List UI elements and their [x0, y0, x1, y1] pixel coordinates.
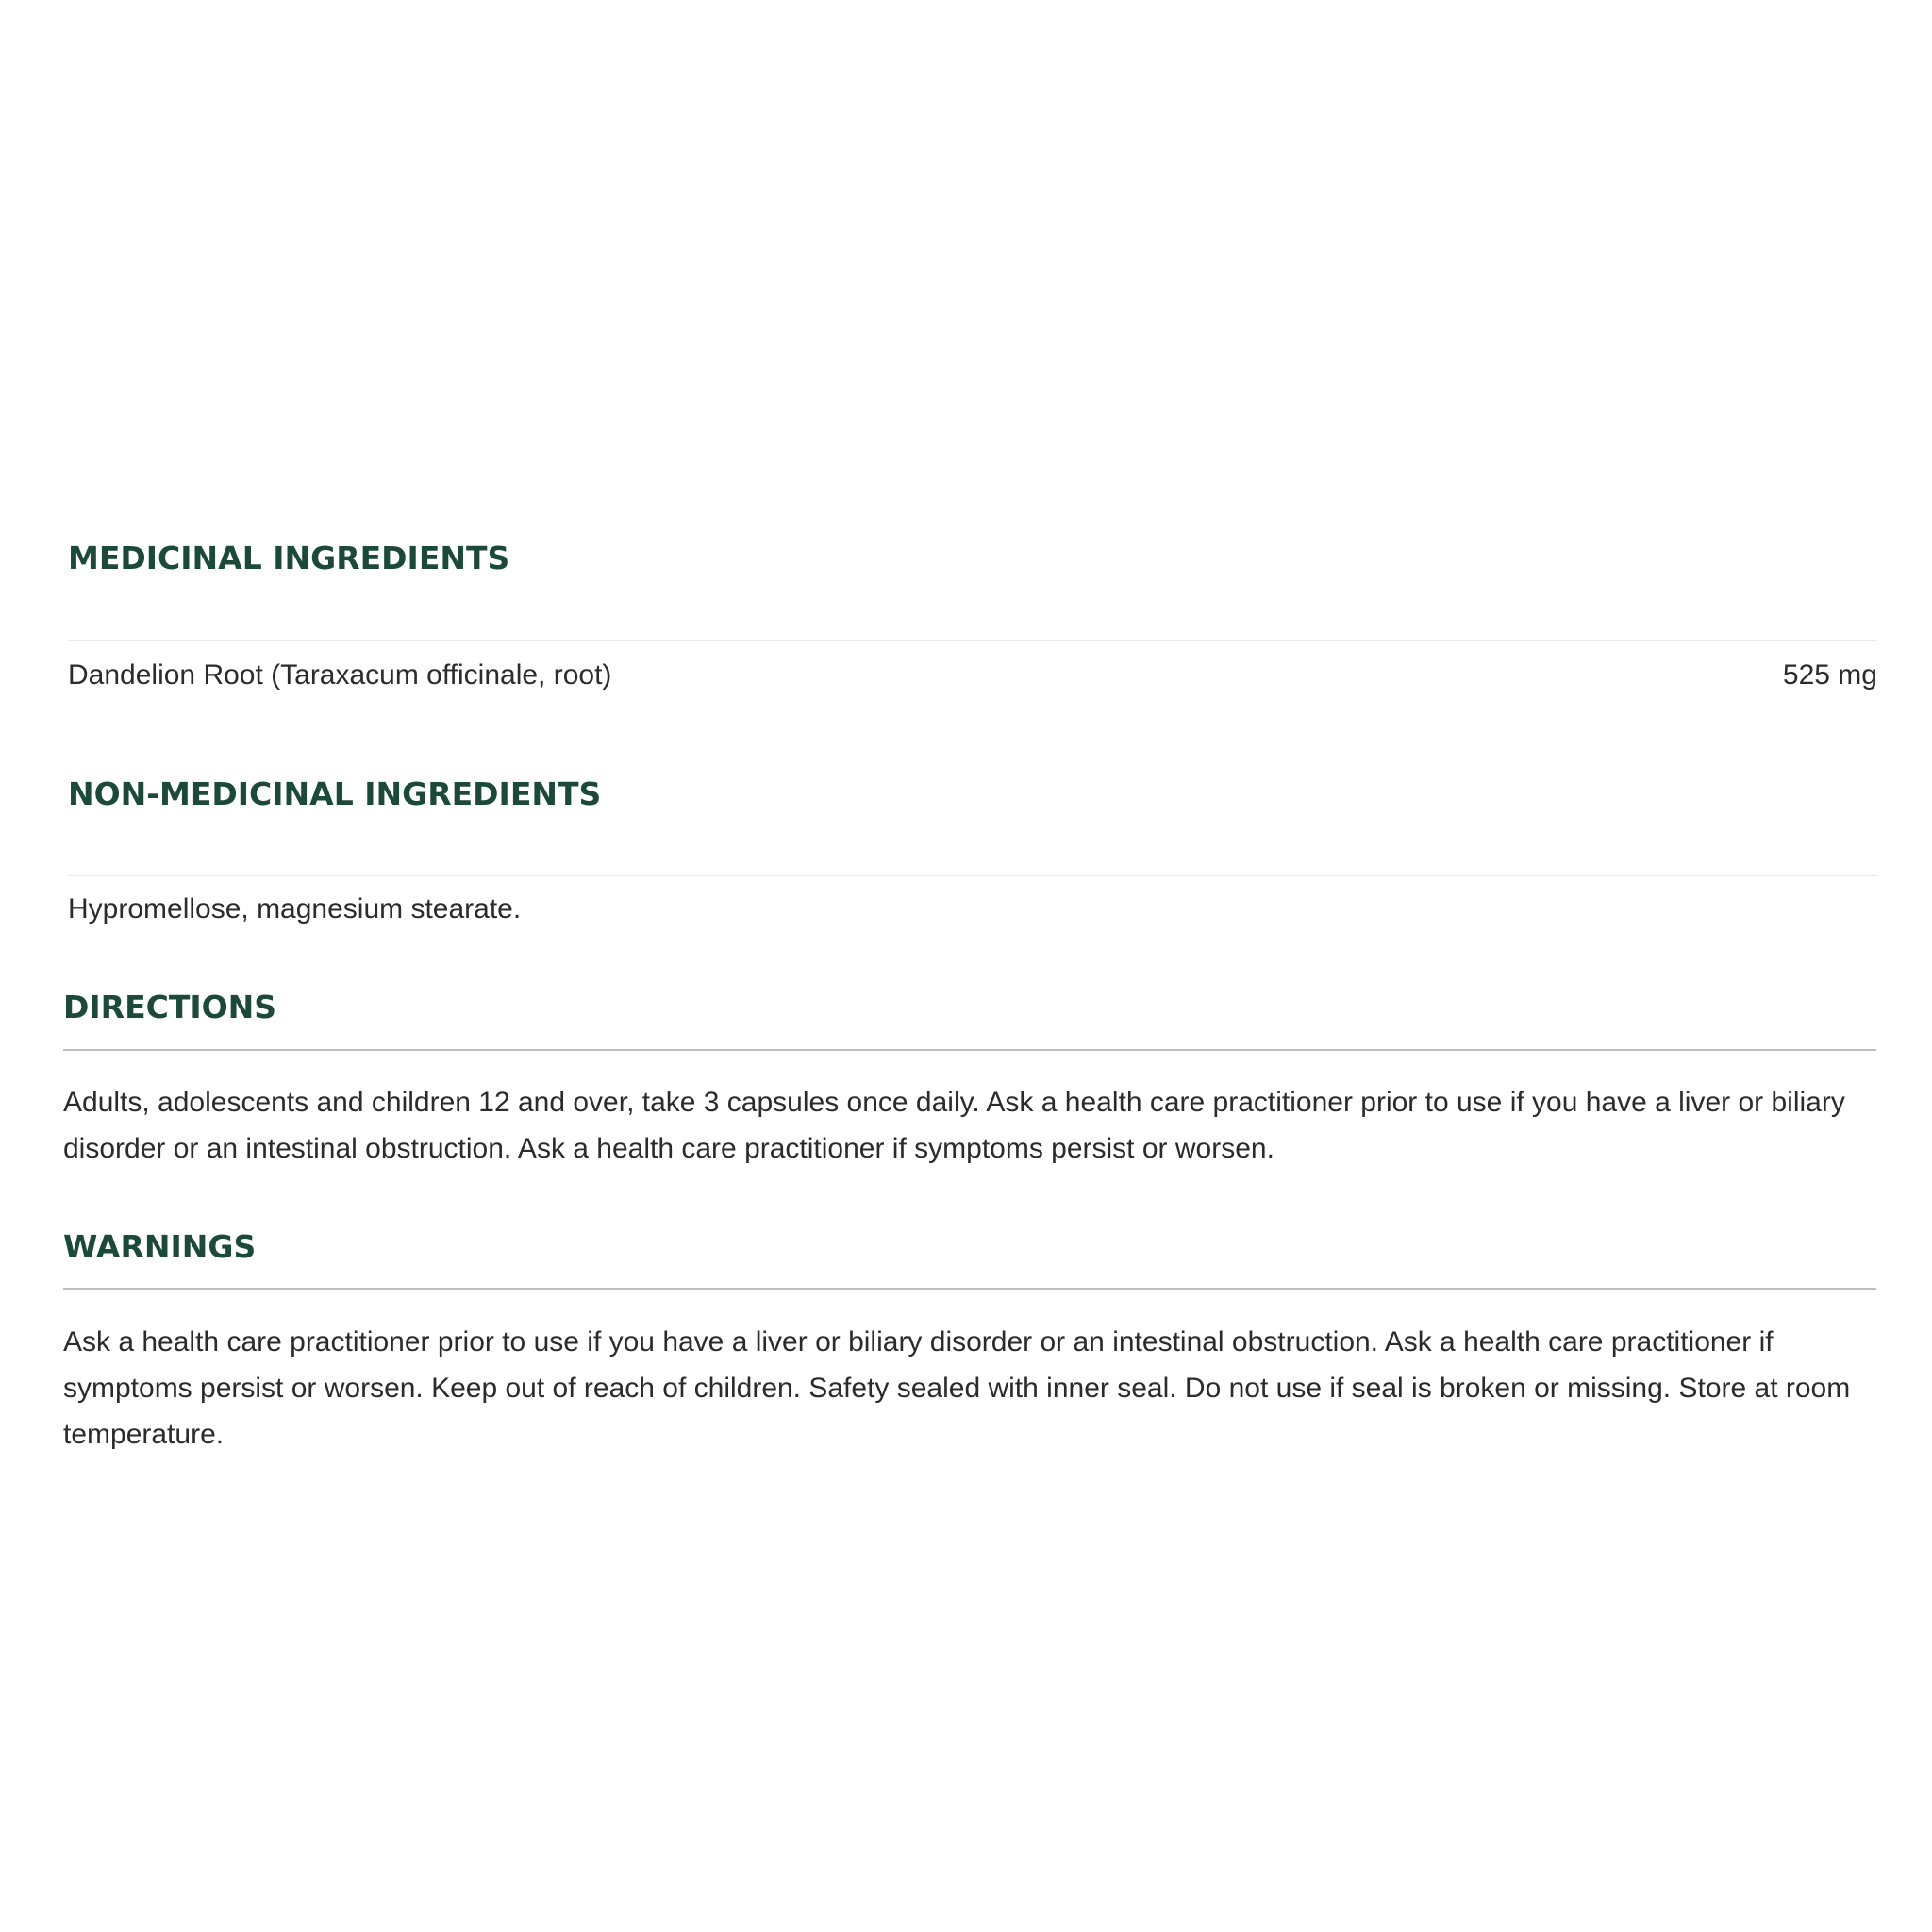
- ingredient-amount: 525 mg: [1782, 659, 1877, 691]
- directions-text: Adults, adolescents and children 12 and over, take 3 capsules once daily. Ask a health care practitioner prior to use if you have a liver or biliary disorder or an intestinal obstruction. Ask a health care practitioner if symptoms persist or worsen.: [63, 1087, 1845, 1164]
- warnings-divider: [63, 1288, 1876, 1290]
- directions-divider: [63, 1049, 1876, 1051]
- medicinal-divider: [68, 640, 1877, 641]
- non-medicinal-ingredients-heading: NON-MEDICINAL INGREDIENTS: [68, 775, 602, 812]
- ingredient-name: Dandelion Root (Taraxacum officinale, root): [68, 659, 612, 691]
- non-medicinal-text: Hypromellose, magnesium stearate.: [68, 893, 522, 924]
- medicinal-ingredients-heading: MEDICINAL INGREDIENTS: [68, 540, 510, 576]
- warnings-text: Ask a health care practitioner prior to use if you have a liver or biliary disorder or an intestinal obstruction. Ask a health care practitioner if symptoms persist or worsen. Keep out of reach of children. Safety sealed with inner seal. Do not use if seal is broken or missing. Store at room temperature.: [63, 1326, 1851, 1450]
- directions-heading: DIRECTIONS: [63, 989, 277, 1025]
- non-medicinal-divider: [68, 875, 1877, 876]
- warnings-heading: WARNINGS: [63, 1228, 257, 1265]
